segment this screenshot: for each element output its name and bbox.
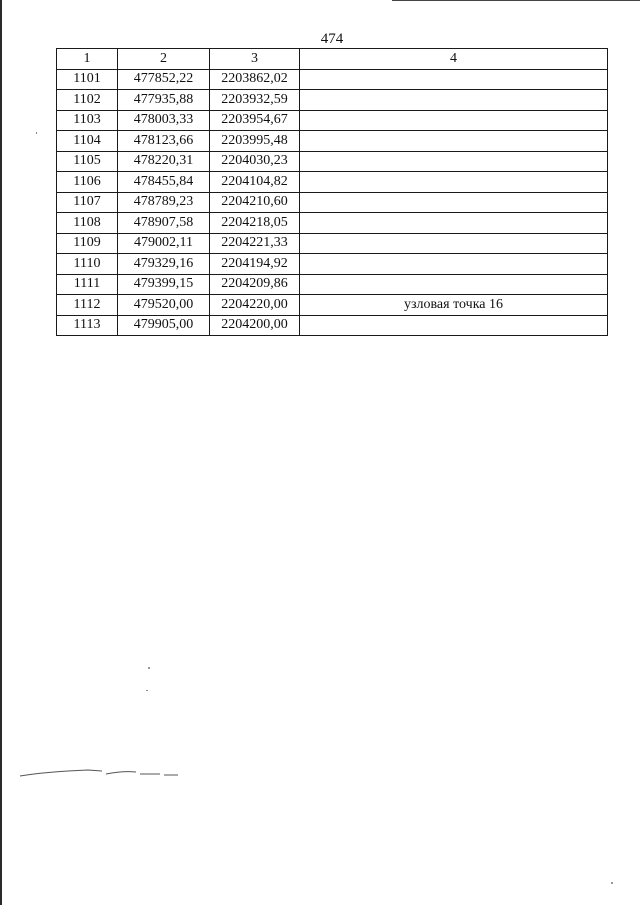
note-cell <box>300 233 608 254</box>
point-number-cell: 1105 <box>57 151 118 172</box>
note-cell <box>300 151 608 172</box>
point-number-cell: 1113 <box>57 315 118 336</box>
table-row <box>57 192 608 213</box>
point-number-cell: 1106 <box>57 172 118 193</box>
column-header: 3 <box>210 49 300 70</box>
note-cell <box>300 274 608 295</box>
y-coordinate-cell: 2204210,60 <box>210 192 300 213</box>
x-coordinate-cell: 478455,84 <box>118 172 210 193</box>
scan-speck <box>36 132 37 134</box>
scan-top-line <box>392 0 640 1</box>
y-coordinate-cell: 2203932,59 <box>210 90 300 111</box>
pen-scribble-mark <box>18 762 188 782</box>
y-coordinate-cell: 2204220,00 <box>210 295 300 316</box>
y-coordinate-cell: 2203995,48 <box>210 131 300 152</box>
note-cell <box>300 254 608 275</box>
table-row <box>57 69 608 90</box>
note-cell <box>300 172 608 193</box>
page-number: 474 <box>320 31 344 47</box>
column-header: 1 <box>57 49 118 70</box>
y-coordinate-cell: 2203862,02 <box>210 69 300 90</box>
y-coordinate-cell: 2204209,86 <box>210 274 300 295</box>
x-coordinate-cell: 478907,58 <box>118 213 210 234</box>
column-header: 2 <box>118 49 210 70</box>
note-cell <box>300 315 608 336</box>
y-coordinate-cell: 2204104,82 <box>210 172 300 193</box>
x-coordinate-cell: 477935,88 <box>118 90 210 111</box>
point-number-cell: 1103 <box>57 110 118 131</box>
table-header-row <box>57 49 608 70</box>
table-row <box>57 233 608 254</box>
scan-speck <box>611 882 613 884</box>
x-coordinate-cell: 478220,31 <box>118 151 210 172</box>
x-coordinate-cell: 477852,22 <box>118 69 210 90</box>
table-row <box>57 295 608 316</box>
point-number-cell: 1112 <box>57 295 118 316</box>
table-row <box>57 90 608 111</box>
x-coordinate-cell: 479905,00 <box>118 315 210 336</box>
point-number-cell: 1107 <box>57 192 118 213</box>
x-coordinate-cell: 479399,15 <box>118 274 210 295</box>
table-row <box>57 172 608 193</box>
coordinates-table <box>56 48 608 336</box>
x-coordinate-cell: 479520,00 <box>118 295 210 316</box>
x-coordinate-cell: 479002,11 <box>118 233 210 254</box>
point-number-cell: 1111 <box>57 274 118 295</box>
point-number-cell: 1109 <box>57 233 118 254</box>
column-header: 4 <box>300 49 608 70</box>
y-coordinate-cell: 2204200,00 <box>210 315 300 336</box>
table-row <box>57 274 608 295</box>
note-cell <box>300 213 608 234</box>
note-cell <box>300 110 608 131</box>
scan-left-edge <box>0 0 2 905</box>
y-coordinate-cell: 2203954,67 <box>210 110 300 131</box>
x-coordinate-cell: 478003,33 <box>118 110 210 131</box>
table-row <box>57 315 608 336</box>
scan-speck <box>146 690 148 691</box>
table-row <box>57 110 608 131</box>
y-coordinate-cell: 2204030,23 <box>210 151 300 172</box>
note-cell <box>300 131 608 152</box>
table-row <box>57 131 608 152</box>
y-coordinate-cell: 2204221,33 <box>210 233 300 254</box>
table-row <box>57 254 608 275</box>
point-number-cell: 1104 <box>57 131 118 152</box>
x-coordinate-cell: 478789,23 <box>118 192 210 213</box>
x-coordinate-cell: 479329,16 <box>118 254 210 275</box>
x-coordinate-cell: 478123,66 <box>118 131 210 152</box>
table-row <box>57 213 608 234</box>
point-number-cell: 1102 <box>57 90 118 111</box>
table-row <box>57 151 608 172</box>
y-coordinate-cell: 2204218,05 <box>210 213 300 234</box>
y-coordinate-cell: 2204194,92 <box>210 254 300 275</box>
note-cell <box>300 192 608 213</box>
point-number-cell: 1101 <box>57 69 118 90</box>
note-cell <box>300 90 608 111</box>
scan-speck <box>148 667 150 669</box>
point-number-cell: 1110 <box>57 254 118 275</box>
note-cell: узловая точка 16 <box>300 295 608 316</box>
point-number-cell: 1108 <box>57 213 118 234</box>
note-cell <box>300 69 608 90</box>
